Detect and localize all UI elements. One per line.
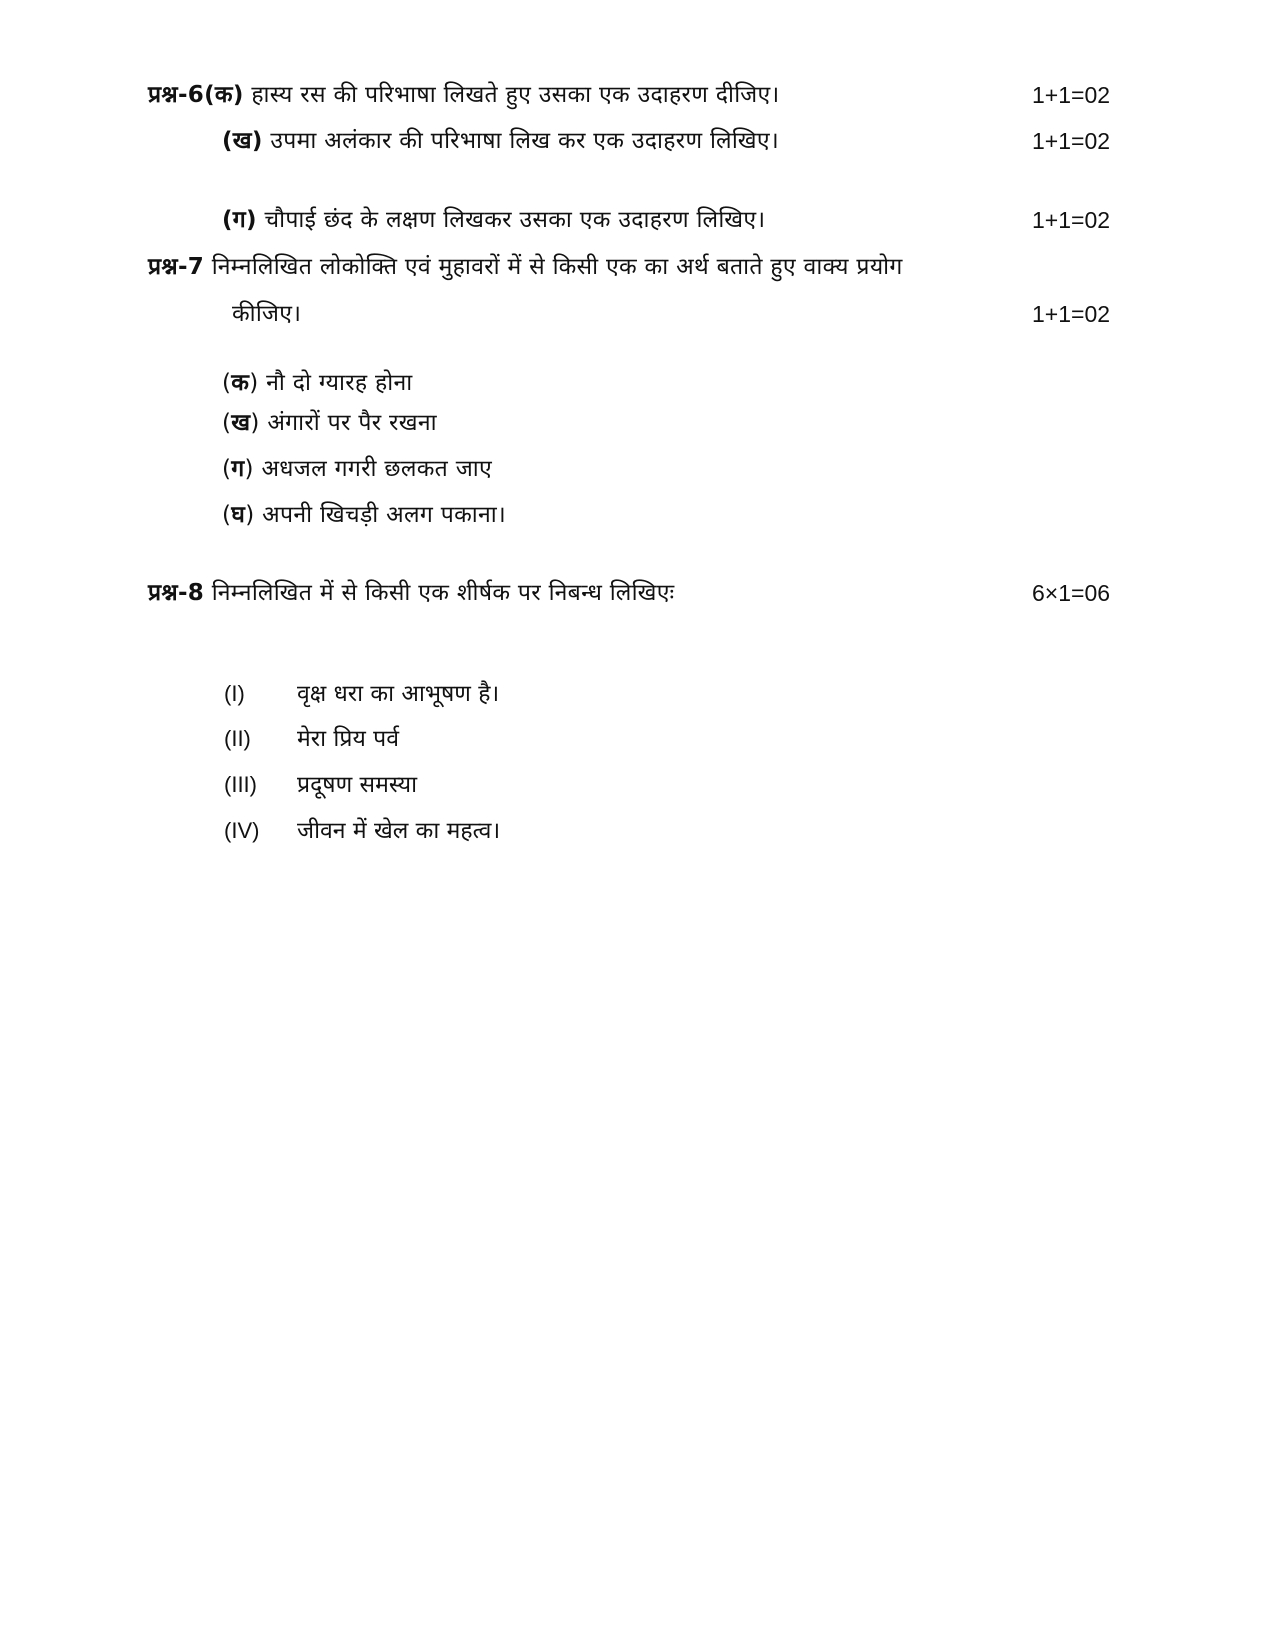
q7-option-text: अंगारों पर पैर रखना: [267, 410, 437, 436]
q8-topic-number: (I): [224, 681, 245, 706]
q6-line: [148, 78, 780, 112]
q6-ga-line: [222, 203, 765, 237]
q6-marks: 1+1=02: [1032, 82, 1111, 108]
q8-topic-number: (III): [224, 772, 257, 797]
q7-label: प्रश्न-7: [148, 254, 205, 280]
q7-option-text: अधजल गगरी छलकत जाए: [261, 456, 493, 482]
q6-ga-label: (ग): [222, 207, 257, 233]
q7-line: [148, 250, 903, 284]
q8-topic-number: (II): [224, 726, 251, 751]
q6-kha-marks: 1+1=02: [1032, 128, 1111, 154]
q8-topic-text: वृक्ष धरा का आभूषण है।: [297, 681, 500, 707]
q7-option-key: क: [231, 370, 250, 396]
q7-marks: 1+1=02: [1032, 301, 1111, 327]
q7-text-line1: निम्नलिखित लोकोक्ति एवं मुहावरों में से किसी एक का अर्थ बताते हुए वाक्य प्रयोग: [211, 254, 903, 280]
q7-option: (घ) अपनी खिचड़ी अलग पकाना।: [222, 502, 507, 528]
q6-ga-text: चौपाई छंद के लक्षण लिखकर उसका एक उदाहरण लिखिए।: [264, 207, 766, 233]
q7-option: (ग) अधजल गगरी छलकत जाए: [222, 456, 493, 482]
q7-option-key: ख: [231, 410, 251, 436]
q6-kha-label: (ख): [222, 128, 263, 154]
q7-option-key: ग: [231, 456, 245, 482]
q6-text: हास्य रस की परिभाषा लिखते हुए उसका एक उदाहरण दीजिए।: [251, 82, 780, 108]
q8-text: निम्नलिखित में से किसी एक शीर्षक पर निबन्ध लिखिएः: [211, 580, 675, 606]
q7-option: (क) नौ दो ग्यारह होना: [222, 370, 413, 396]
q7-option-text: अपनी खिचड़ी अलग पकाना।: [262, 502, 507, 528]
q7-option: (ख) अंगारों पर पैर रखना: [222, 410, 437, 436]
q7-text-line2: कीजिए।: [232, 301, 302, 327]
q8-label: प्रश्न-8: [148, 580, 205, 606]
q6-ga-marks: 1+1=02: [1032, 207, 1111, 233]
q8-marks: 6×1=06: [1032, 580, 1111, 606]
q7-option-key: घ: [231, 502, 246, 528]
q6-kha-text: उपमा अलंकार की परिभाषा लिख कर एक उदाहरण लिखिए।: [270, 128, 779, 154]
q7-option-text: नौ दो ग्यारह होना: [266, 370, 413, 396]
q8-topic-number: (IV): [224, 818, 260, 843]
q6-label: प्रश्न-6(क): [148, 82, 244, 108]
q8-topic-text: जीवन में खेल का महत्व।: [297, 818, 501, 844]
q8-line: [148, 576, 674, 610]
q6-kha-line: [222, 124, 779, 158]
q8-topic-text: मेरा प्रिय पर्व: [297, 726, 399, 752]
q8-topic-text: प्रदूषण समस्या: [297, 772, 418, 798]
